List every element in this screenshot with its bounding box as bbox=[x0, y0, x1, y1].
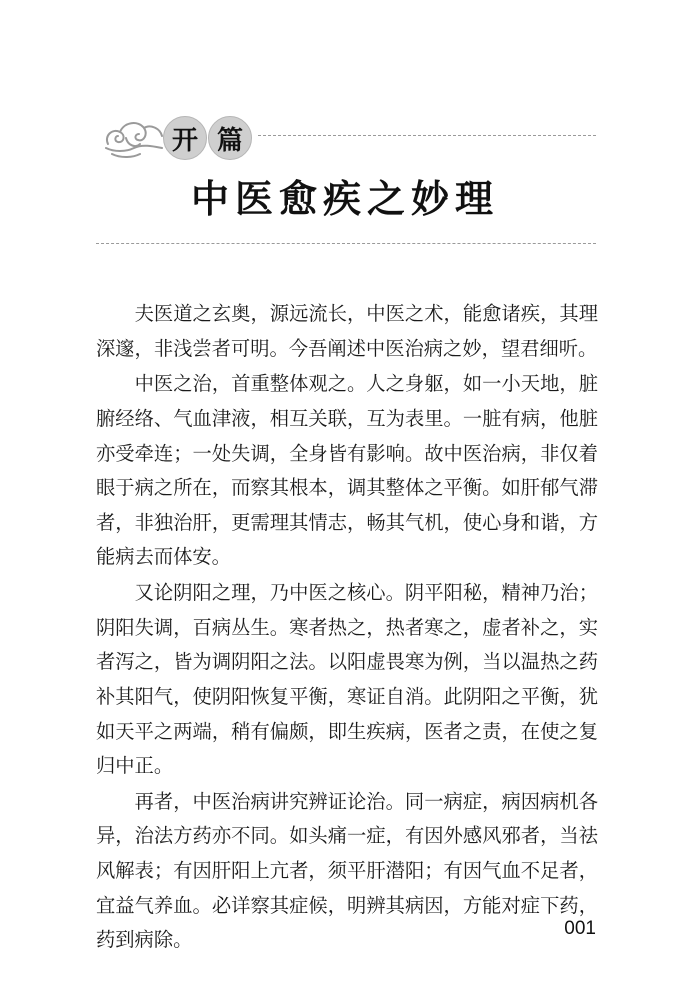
page-title: 中医愈疾之妙理 bbox=[190, 177, 499, 221]
header-badge-kai-text: 开 bbox=[171, 125, 198, 156]
page-number: 001 bbox=[564, 918, 596, 939]
title-dashed-rule bbox=[96, 243, 596, 244]
paragraph-4: 再者，中医治病讲究辨证论治。同一病症，病因病机各异，治法方药亦不同。如头痛一症，有因外感风邪者，当祛风解表；有因肝阳上亢者，须平肝潜阳；有因气血不足者，宜益气养血。必详察其症候，明辨其病因，方能对症下药，药到病除。 bbox=[96, 789, 598, 952]
body-text bbox=[96, 297, 598, 959]
header-badge-pian-text: 篇 bbox=[216, 125, 243, 156]
header-badge-kai bbox=[163, 116, 207, 160]
header-badge-pian bbox=[208, 116, 252, 160]
header-dashed-rule bbox=[258, 135, 596, 136]
cloud-scroll-ornament-icon bbox=[100, 108, 170, 168]
paragraph-2: 中医之治，首重整体观之。人之身躯，如一小天地，脏腑经络、气血津液，相互关联，互为表里。一脏有病，他脏亦受牵连；一处失调，全身皆有影响。故中医治病，非仅着眼于病之所在，而察其根本，调其整体之平衡。如肝郁气滞者，非独治肝，更需理其情志，畅其气机，使心身和谐，方能病去而体安。 bbox=[96, 372, 598, 569]
paragraph-3: 又论阴阳之理，乃中医之核心。阴平阳秘，精神乃治；阴阳失调，百病丛生。寒者热之，热者寒之，虚者补之，实者泻之，皆为调阴阳之法。以阳虚畏寒为例，当以温热之药补其阳气，使阴阳恢复平衡，寒证自消。此阴阳之平衡，犹如天平之两端，稍有偏颇，即生疾病，医者之责，在使之复归中正。 bbox=[96, 581, 598, 778]
paragraph-1: 夫医道之玄奥，源远流长，中医之术，能愈诸疾，其理深邃，非浅尝者可明。今吾阐述中医治病之妙，望君细听。 bbox=[96, 302, 598, 360]
